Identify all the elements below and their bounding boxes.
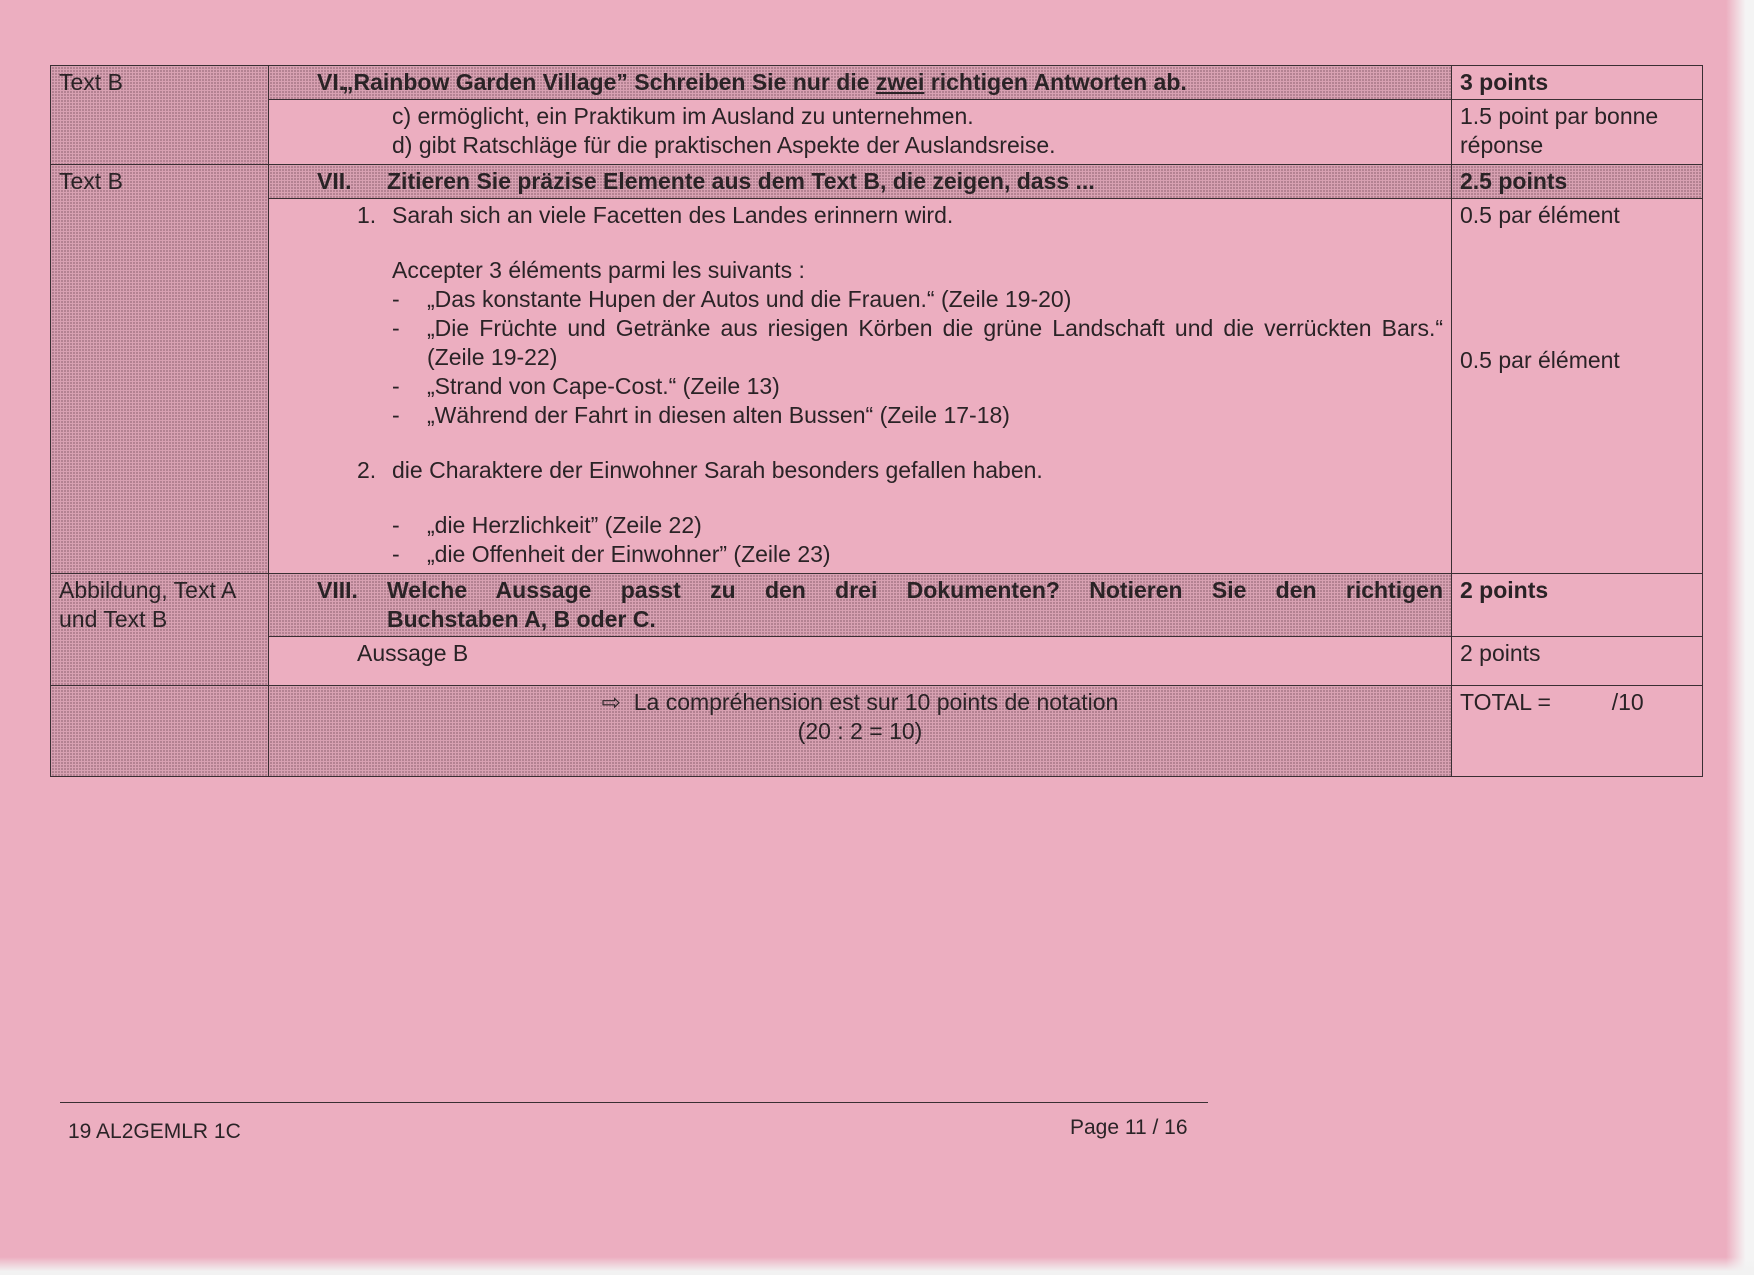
- section-viii-answer: Aussage B: [357, 640, 469, 666]
- section-vi-header-row: [51, 66, 1703, 100]
- document-code: 19 AL2GEMLR 1C: [68, 1120, 241, 1143]
- section-vi-answers: [269, 100, 1452, 165]
- section-vi-answer-row: [51, 100, 1703, 165]
- accept-instruction: Accepter 3 éléments parmi les suivants :: [392, 257, 805, 283]
- section-vi-question-underlined: zwei: [875, 69, 925, 95]
- total-line-1: [277, 688, 1443, 717]
- item-number: 2.: [357, 457, 377, 483]
- total-row: [51, 686, 1703, 777]
- total-value: /10: [1611, 689, 1644, 715]
- section-vii-body: [269, 199, 1452, 574]
- quote-text: „Während der Fahrt in diesen alten Bussen“ (Zeile 17-18): [427, 402, 1010, 428]
- quote-item: - „die Offenheit der Einwohner” (Zeile 23): [277, 540, 1443, 569]
- paper-edge: [1726, 0, 1754, 1275]
- section-vii-number: VII.: [317, 168, 352, 194]
- quote-item: - „Das konstante Hupen der Autos und die Frauen.“ (Zeile 19-20): [277, 285, 1443, 314]
- item-text: Sarah sich an viele Facetten des Landes erinnern wird.: [392, 202, 954, 228]
- points-per-element: 0.5 par élément: [1460, 202, 1620, 228]
- section-viii-answer-row: [51, 637, 1703, 686]
- section-vii-points: 2.5 points: [1452, 165, 1703, 199]
- total-line-2: (20 : 2 = 10): [797, 718, 923, 744]
- points-per-element: 0.5 par élément: [1460, 347, 1620, 373]
- quote-item: - „Strand von Cape-Cost.“ (Zeile 13): [277, 372, 1443, 401]
- section-vii-header-row: [51, 165, 1703, 199]
- section-vi-number: VI.: [317, 69, 346, 95]
- section-vi-source: Text B: [51, 66, 269, 165]
- section-viii-question-line2: Buchstaben A, B oder C.: [387, 606, 656, 632]
- section-vi-answer: c) ermöglicht, ein Praktikum im Ausland zu unternehmen.: [392, 103, 974, 129]
- quote-text: „die Herzlichkeit” (Zeile 22): [427, 512, 702, 538]
- total-text: La compréhension est sur 10 points de notation: [633, 689, 1119, 715]
- section-viii-source: Abbildung, Text A und Text B: [51, 574, 269, 686]
- grading-table: [50, 65, 1703, 777]
- quote-text: „die Offenheit der Einwohner” (Zeile 23): [427, 541, 831, 567]
- section-vii-body-row: [51, 199, 1703, 574]
- page-number: Page 11 / 16: [1070, 1116, 1188, 1139]
- section-vi-question: [342, 68, 1443, 97]
- section-vi-answer: d) gibt Ratschläge für die praktischen Aspekte der Auslandsreise.: [392, 132, 1056, 158]
- quote-text: „Das konstante Hupen der Autos und die Frauen.“ (Zeile 19-20): [427, 286, 1072, 312]
- item-text: die Charaktere der Einwohner Sarah besonders gefallen haben.: [392, 457, 1043, 483]
- arrow-icon: ⇨: [601, 689, 621, 715]
- section-vi-question-end: richtigen Antworten ab.: [924, 69, 1187, 95]
- section-viii-header-row: [51, 574, 1703, 637]
- footer-rule: [60, 1102, 1208, 1103]
- section-vii-item-1: [277, 201, 1443, 230]
- section-viii-question-cell: [269, 574, 1452, 637]
- section-vii-source: Text B: [51, 165, 269, 574]
- item-number: 1.: [357, 202, 377, 228]
- quote-item: - „Die Früchte und Getränke aus riesigen Körben die grüne Landschaft und die verrückten Bars.“ (Zeile 19-22): [392, 315, 1443, 370]
- total-score-cell: [1452, 686, 1703, 777]
- section-vi-points: 3 points: [1452, 66, 1703, 100]
- section-vii-question: Zitieren Sie präzise Elemente aus dem Text B, die zeigen, dass ...: [387, 168, 1095, 194]
- section-viii-points: 2 points: [1452, 574, 1703, 637]
- section-viii-question-line1: Welche Aussage passt zu den drei Dokumenten? Notieren Sie den richtigen: [387, 577, 1443, 603]
- quote-text: „Die Früchte und Getränke aus riesigen Körben die grüne Landschaft und die verrückten Bars.“ (Zeile 19-22): [427, 315, 1443, 370]
- paper-edge-bottom: [0, 1257, 1754, 1275]
- section-vi-question-cell: [269, 66, 1452, 100]
- total-description: [269, 686, 1452, 777]
- section-viii-number: VIII.: [317, 577, 358, 603]
- section-vi-answer-points: 1.5 point par bonne réponse: [1452, 100, 1703, 165]
- quote-item: - „die Herzlichkeit” (Zeile 22): [277, 511, 1443, 540]
- section-vii-item-2: [277, 456, 1443, 485]
- section-vi-question-text: „Rainbow Garden Village” Schreiben Sie nur die: [342, 69, 876, 95]
- section-viii-answer-points: 2 points: [1452, 637, 1703, 686]
- section-vii-question-cell: [269, 165, 1452, 199]
- total-label: TOTAL =: [1460, 689, 1551, 715]
- section-viii-answer-cell: [269, 637, 1452, 686]
- total-empty-cell: [51, 686, 269, 777]
- section-viii-question: [387, 576, 1443, 634]
- quote-text: „Strand von Cape-Cost.“ (Zeile 13): [427, 373, 780, 399]
- quote-item: - „Während der Fahrt in diesen alten Bussen“ (Zeile 17-18): [277, 401, 1443, 430]
- section-vii-points-cell: [1452, 199, 1703, 574]
